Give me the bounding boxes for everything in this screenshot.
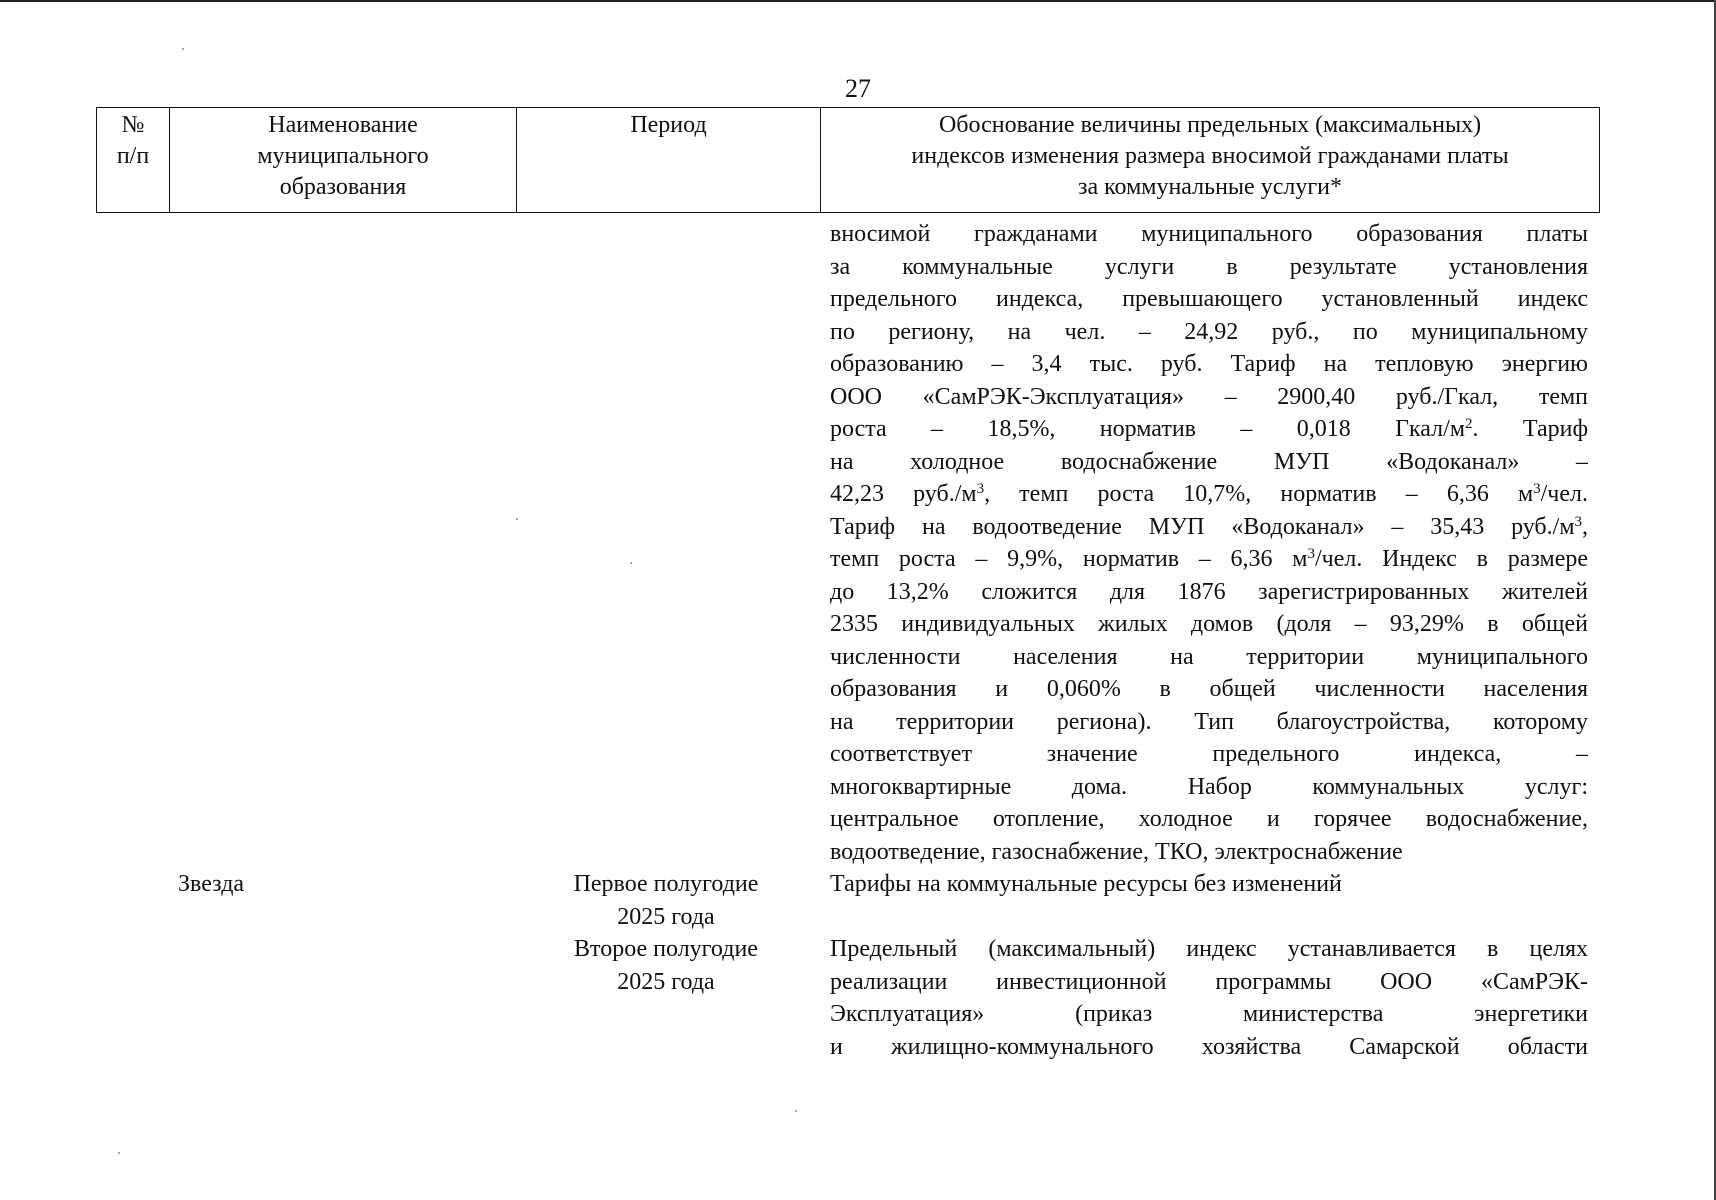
page-number: 27 — [845, 74, 871, 103]
period-line: 2025 года — [617, 903, 715, 930]
text-line: соответствует значение предельного индекса, – — [830, 741, 1588, 767]
text-line: реализации инвестиционной программы ООО «СамРЭК- — [830, 968, 1588, 995]
text-line: Предельный (максимальный) индекс устанавливается в целях — [830, 936, 1588, 962]
text-line: на территории региона). Тип благоустройства, которому — [830, 708, 1588, 735]
header-col-period — [516, 108, 820, 212]
text-line: по региону, на чел. – 24,92 руб., по муниципальному — [830, 318, 1588, 345]
scan-speck — [630, 562, 632, 564]
header-text-line: муниципального — [257, 143, 429, 169]
scan-speck — [182, 48, 184, 50]
continuation-paragraph — [830, 218, 1588, 868]
scan-speck — [516, 518, 518, 520]
header-col-number — [97, 108, 169, 212]
text-line: 42,23 $руб./м^3$, темп роста 10,7%, норматив – 6,36 $м^3$/чел. — [830, 481, 1588, 507]
text-line: образованию – 3,4 тыс. руб. Тариф на тепловую энергию — [830, 351, 1588, 377]
second-half-justification — [830, 933, 1588, 1063]
table-header — [96, 107, 1600, 213]
header-col-municipality — [169, 108, 516, 212]
text-line: предельного индекса, превышающего установленный индекс — [830, 286, 1588, 312]
text-line: на холодное водоснабжение МУП «Водоканал» – — [830, 448, 1588, 475]
text-line: многоквартирные дома. Набор коммунальных услуг: — [830, 773, 1588, 800]
header-text-line: образования — [279, 174, 407, 200]
header-text-line: п/п — [116, 143, 150, 169]
period-first-half — [546, 868, 786, 933]
header-col-justification — [820, 108, 1599, 212]
header-text-line: Наименование — [268, 112, 418, 138]
text-line: ООО «СамРЭК-Эксплуатация» – 2900,40 руб./Гкал, темп — [830, 383, 1588, 410]
text-line: Эксплуатация» (приказ министерства энергетики — [830, 1001, 1588, 1027]
period-line: 2025 года — [617, 968, 715, 995]
period-line: Второе полугодие — [574, 936, 758, 962]
municipality-name: Звезда — [178, 871, 245, 897]
scan-speck — [118, 1152, 120, 1154]
text-line: центральное отопление, холодное и горячее водоснабжение, — [830, 806, 1588, 832]
text-line: Тариф на водоотведение МУП «Водоканал» – 35,43 $руб./м^3$, — [830, 513, 1588, 540]
scan-speck — [795, 1110, 797, 1112]
text-line: 2335 индивидуальных жилых домов (доля – 93,29% в общей — [830, 611, 1588, 637]
page-border-top — [0, 0, 1716, 2]
text-line: и жилищно-коммунального хозяйства Самарской области — [830, 1033, 1588, 1060]
header-text-line: индексов изменения размера вносимой гражданами платы — [911, 143, 1509, 169]
text-line: до 13,2% сложится для 1876 зарегистрированных жителей — [830, 578, 1588, 605]
text-line: за коммунальные услуги в результате установления — [830, 253, 1588, 280]
text-line: образования и 0,060% в общей численности населения — [830, 676, 1588, 702]
period-second-half — [546, 933, 786, 998]
text-line: вносимой гражданами муниципального образования платы — [830, 221, 1588, 247]
text-line: роста – 18,5%, норматив – 0,018 Гкал/$м^2$. Тариф — [830, 416, 1588, 442]
period-line: Первое полугодие — [573, 871, 759, 897]
text-line: Тарифы на коммунальные ресурсы без изменений — [830, 871, 1342, 897]
header-text-line: Обоснование величины предельных (максимальных) — [938, 112, 1482, 138]
text-line: численности населения на территории муниципального — [830, 643, 1588, 670]
header-text-line: Период — [630, 112, 707, 138]
header-text-line: № — [121, 112, 145, 138]
first-half-justification — [830, 868, 1588, 901]
text-line: темп роста – 9,9%, норматив – 6,36 $м^3$/чел. Индекс в размере — [830, 546, 1588, 572]
header-text-line: за коммунальные услуги* — [1077, 174, 1343, 200]
text-line: водоотведение, газоснабжение, ТКО, электроснабжение — [830, 838, 1403, 865]
